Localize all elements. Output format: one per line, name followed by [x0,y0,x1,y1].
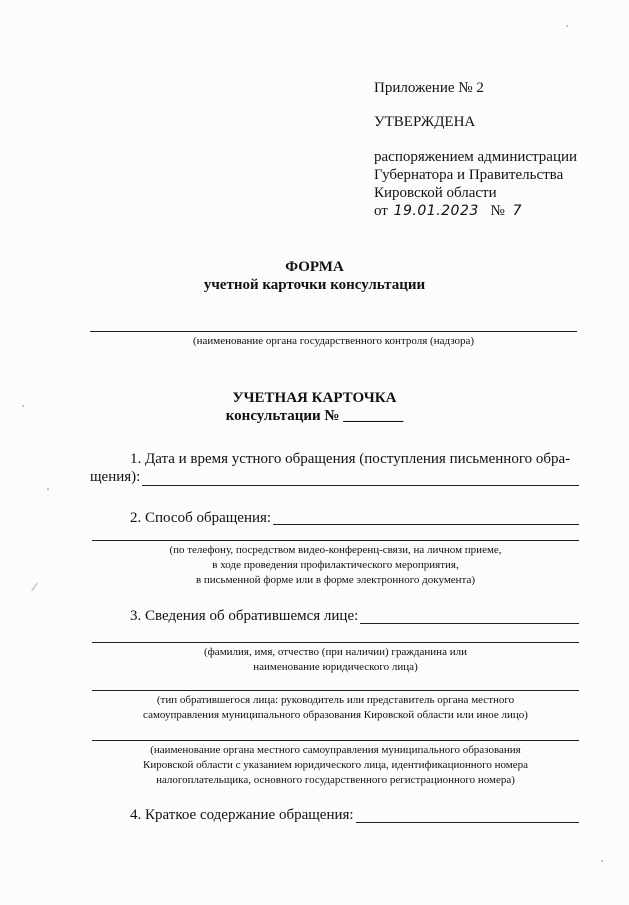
item4-text: 4. Краткое содержание обращения: [130,807,354,823]
item2-blank-line [273,524,579,525]
item3-name-line [92,642,579,643]
item3-name-caption-2: наименование юридического лица) [253,661,418,673]
item2-caption-3: в письменной форме или в форме электронного документа) [195,574,476,586]
org-name-line [90,331,577,332]
appendix-number: Приложение № 2 [374,80,484,96]
date-prefix: от [374,203,388,219]
item1-blank-line [142,485,579,486]
form-subtitle: учетной карточки консультации [203,277,426,293]
item3-type-line [92,690,579,691]
org-caption: (наименование органа государственного контроля (надзора) [192,335,475,347]
scan-speck [601,860,603,862]
item3-type-caption-1: (тип обратившегося лица: руководитель или представитель органа местного [156,694,515,706]
scan-speck [47,488,49,490]
approved-label: УТВЕРЖДЕНА [374,114,476,130]
item3-blank-line [360,623,579,624]
order-date-line [374,202,522,220]
order-line-1: распоряжением администрации [374,149,578,165]
item3-org-caption-3: налогоплательщика, основного государственного регистрационного номера) [156,774,515,786]
card-title: УЧЕТНАЯ КАРТОЧКА [232,390,397,406]
item2-caption-2: в ходе проведения профилактического мероприятия, [212,559,459,571]
number-sign: № [490,203,505,219]
item4-blank-line [356,822,579,823]
item1-text-line1: 1. Дата и время устного обращения (поступления письменного обра- [130,451,571,467]
item3-text: 3. Сведения об обратившемся лице: [130,608,359,624]
item3-name-caption-1: (фамилия, имя, отчество (при наличии) гражданина или [204,646,467,658]
item3-org-caption-1: (наименование органа местного самоуправления муниципального образования [150,744,521,756]
item2-caption-1: (по телефону, посредством видео-конференц-связи, на личном приеме, [169,544,502,556]
order-line-3: Кировской области [374,185,497,201]
item3-type-caption-2: самоуправления муниципального образования Кировской области или иное лицо) [143,709,528,721]
form-title: ФОРМА [285,259,344,275]
item1-text-line2: щения): [90,469,141,485]
scan-speck [566,25,568,27]
card-subtitle: консультации № ________ [225,408,404,424]
item3-org-caption-2: Кировской области с указанием юридического лица, идентификационного номера [143,759,528,771]
handwritten-date: 19.01.2023 [393,203,479,219]
scan-mark [31,583,38,592]
item3-org-line [92,740,579,741]
order-line-2: Губернатора и Правительства [374,167,564,183]
item2-blank-line-2 [92,540,579,541]
scan-speck [22,405,24,407]
item2-text: 2. Способ обращения: [130,510,272,526]
handwritten-number: 7 [512,203,523,219]
